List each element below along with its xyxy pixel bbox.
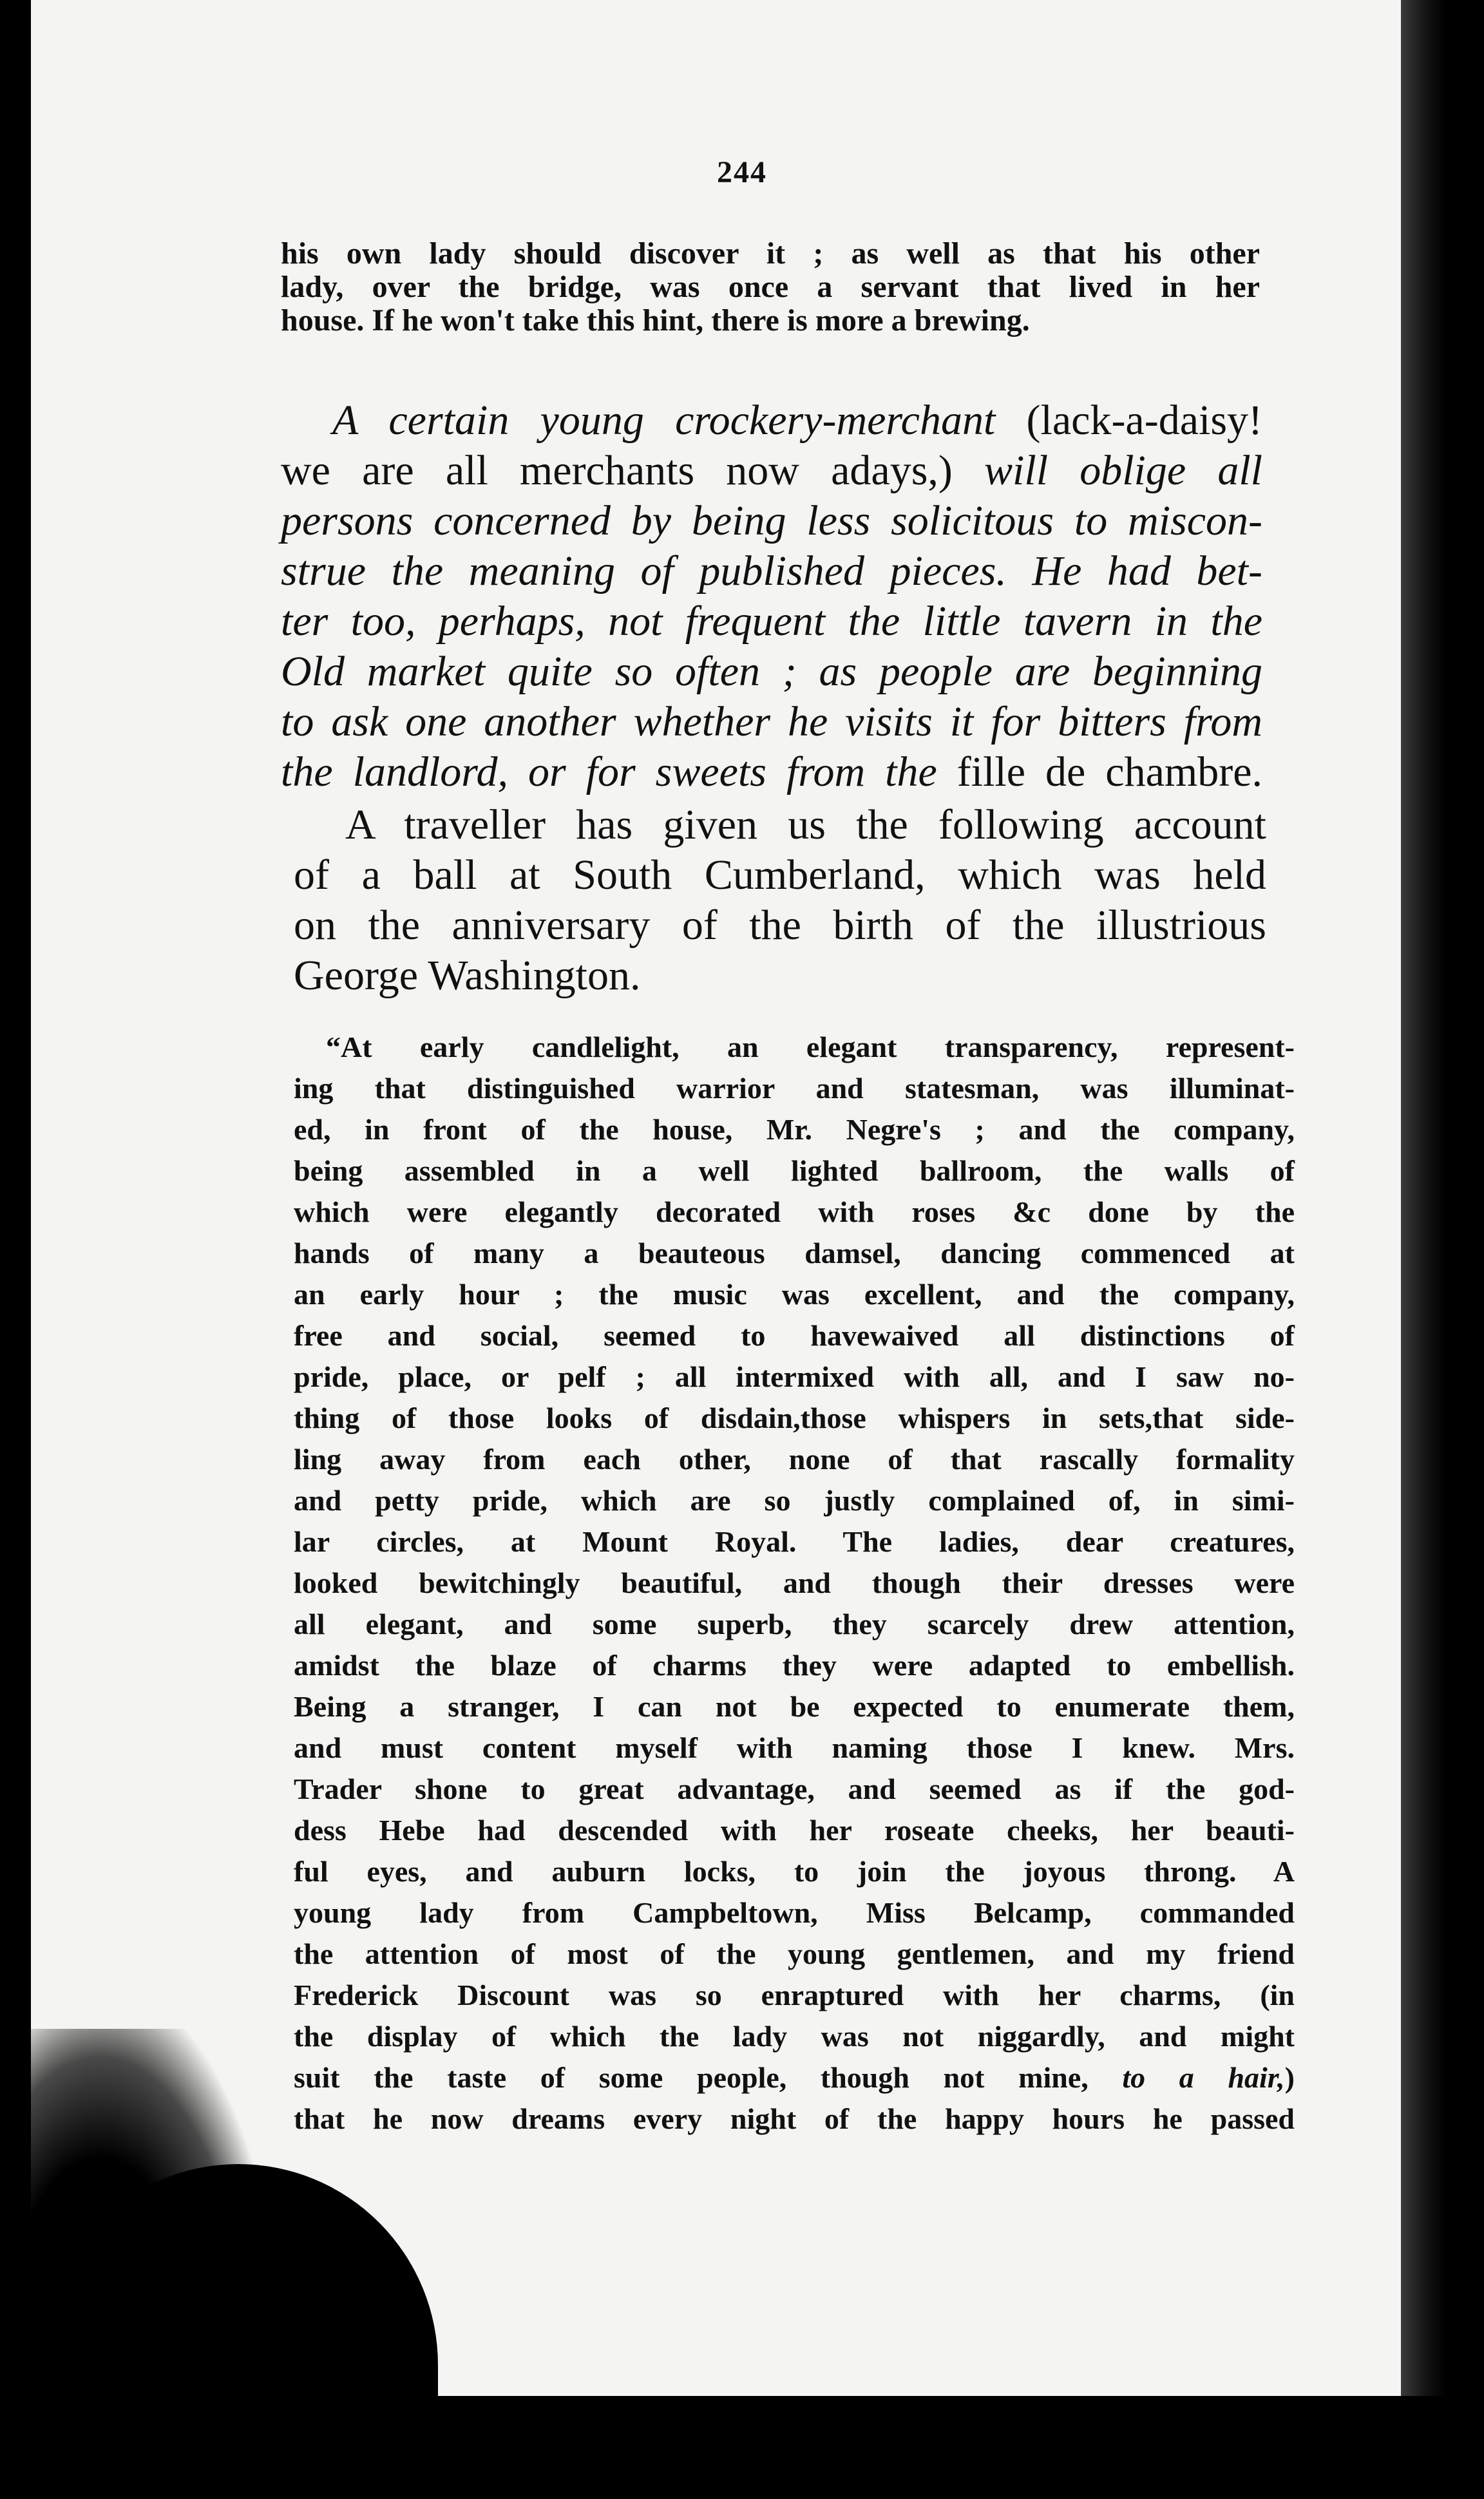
text-line: on the anniversary of the birth of the illustrious (294, 902, 1266, 949)
text-line: looked bewitchingly beautiful, and though their dresses were (294, 1566, 1295, 1599)
text-line: and must content myself with naming those I knew. Mrs. (294, 1731, 1295, 1764)
text-line: being assembled in a well lighted ballroom, the walls of (294, 1154, 1295, 1187)
text-line: ing that distinguished warrior and statesman, was illuminat- (294, 1072, 1295, 1105)
text-line: the display of which the lady was not niggardly, and might (294, 2020, 1295, 2053)
paragraph-2 (281, 395, 1262, 797)
text-line: ter too, perhaps, not frequent the little tavern in the (281, 598, 1262, 645)
text-line: Being a stranger, I can not be expected to enumerate them, (294, 1690, 1295, 1723)
text-fragment: ) (1284, 2061, 1295, 2094)
text-line: persons concerned by being less solicitous to miscon- (281, 497, 1262, 544)
text-line (281, 747, 1262, 797)
text-line: dess Hebe had descended with her roseate cheeks, her beauti- (294, 1814, 1295, 1847)
text-line: all elegant, and some superb, they scarcely drew attention, (294, 1608, 1295, 1640)
text-line: ful eyes, and auburn locks, to join the joyous throng. A (294, 1855, 1295, 1888)
text-fragment: fille de chambre. (956, 748, 1263, 795)
paragraph-3 (294, 800, 1266, 1001)
text-line: “At early candlelight, an elegant transparency, represent- (326, 1031, 1295, 1063)
text-line: hands of many a beauteous damsel, dancing commenced at (294, 1237, 1295, 1269)
text-line: that he now dreams every night of the happy hours he passed (294, 2102, 1295, 2135)
text-line: Trader shone to great advantage, and seemed as if the god- (294, 1772, 1295, 1805)
text-line: pride, place, or pelf ; all intermixed with all, and I saw no- (294, 1360, 1295, 1393)
text-fragment: we are all merchants now adays,) (281, 447, 953, 494)
page-number: 244 (717, 155, 767, 189)
paragraph-1 (281, 237, 1260, 337)
text-line: young lady from Campbeltown, Miss Belcamp, commanded (294, 1896, 1295, 1929)
text-line: ed, in front of the house, Mr. Negre's ; and the company, (294, 1113, 1295, 1146)
text-line (281, 446, 1262, 496)
text-fragment: (lack-a-daisy! (1026, 397, 1262, 444)
text-fragment: the landlord, or for sweets from the (281, 748, 937, 795)
page-edge-shadow (1401, 0, 1446, 2396)
text-line: ling away from each other, none of that rascally formality (294, 1443, 1295, 1476)
text-line: Old market quite so often ; as people are beginning (281, 648, 1262, 695)
text-line (281, 395, 1262, 446)
text-line: Frederick Discount was so enraptured with her charms, (in (294, 1979, 1295, 2011)
text-line: his own lady should discover it ; as well as that his other (281, 236, 1260, 271)
text-line: an early hour ; the music was excellent, and the company, (294, 1278, 1295, 1311)
text-fragment: suit the taste of some people, though not mine, (294, 2061, 1089, 2094)
text-fragment: A certain young crockery-merchant (332, 397, 996, 444)
text-line: A traveller has given us the following account (345, 801, 1266, 848)
text-line: of a ball at South Cumberland, which was held (294, 851, 1266, 898)
text-line: thing of those looks of disdain,those whispers in sets,that side- (294, 1402, 1295, 1434)
text-line: and petty pride, which are so justly complained of, in simi- (294, 1484, 1295, 1517)
text-line: strue the meaning of published pieces. He had bet- (281, 547, 1262, 594)
text-line: the attention of most of the young gentlemen, and my friend (294, 1937, 1295, 1970)
text-line: to ask one another whether he visits it for bitters from (281, 698, 1262, 745)
text-fragment: will oblige all (984, 447, 1263, 494)
text-line: amidst the blaze of charms they were adapted to embellish. (294, 1649, 1295, 1682)
text-line: George Washington. (294, 952, 641, 999)
text-line: which were elegantly decorated with roses &c done by the (294, 1195, 1295, 1228)
text-line: free and social, seemed to havewaived all distinctions of (294, 1319, 1295, 1352)
paragraph-4 (294, 1027, 1295, 2140)
text-line: lar circles, at Mount Royal. The ladies, dear creatures, (294, 1525, 1295, 1558)
text-line (294, 2057, 1295, 2098)
text-line: lady, over the bridge, was once a servant that lived in her (281, 270, 1260, 304)
text-line: house. If he won't take this hint, there is more a brewing. (281, 303, 1030, 337)
text-fragment: to a hair, (1122, 2061, 1285, 2094)
